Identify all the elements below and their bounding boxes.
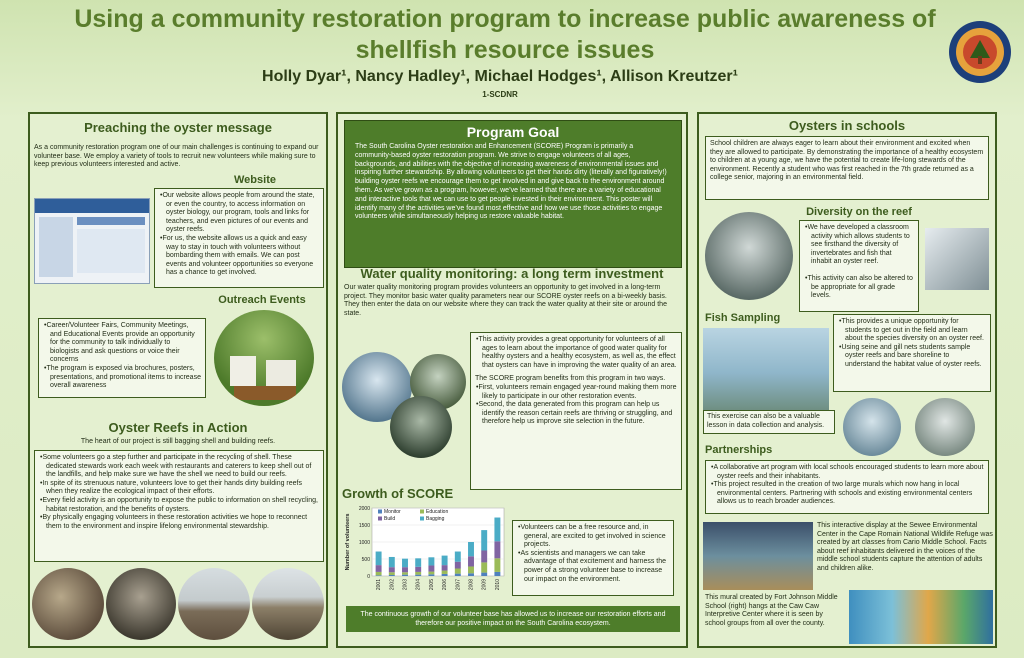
partnerships-bullets	[705, 460, 989, 514]
reef-photo-2	[106, 568, 176, 640]
legend-label: Education	[426, 509, 449, 515]
list-item: • Some volunteers go a step further and participate in the recycling of shell. These dedicated stewards work each week with restaurants and caterers to keep shell out of the landfills, and help make sure we have the shell we need to build our reefs.	[39, 454, 319, 480]
bar-education-2005	[428, 572, 434, 575]
reef-photo-4	[252, 568, 324, 640]
poster-header	[0, 0, 1024, 108]
microscope-photo	[925, 228, 989, 290]
classroom-photo	[705, 212, 793, 300]
website-bullets	[154, 188, 324, 288]
bar-monitor-2001	[376, 575, 382, 576]
bar-monitor-2009	[481, 573, 487, 576]
middle-column	[336, 112, 688, 648]
x-tick-label: 2008	[468, 579, 475, 591]
x-tick-label: 2005	[428, 579, 435, 591]
bar-build-2006	[442, 565, 448, 570]
y-axis-label: Number of volunteers	[345, 513, 351, 571]
bar-monitor-2003	[402, 575, 408, 576]
y-tick-label: 500	[361, 557, 370, 563]
x-tick-label: 2009	[481, 579, 488, 591]
legend-label: Build	[384, 516, 396, 522]
list-item: • In spite of its strenuous nature, volunteers love to get their hands dirty building reefs when they realize the ecological impact of their efforts.	[39, 480, 319, 497]
list-item: • Career/Volunteer Fairs, Community Meetings, and Educational Events provide an opportunity for the community to talk individually to biologists and ask questions or voice their concerns	[43, 322, 201, 365]
list-item: • For us, the website allows us a quick and easy way to stay in touch with volunteers without bombarding them with emails. We can post events and volunteer opportunities so everyone has a chance to get involved.	[159, 235, 319, 278]
list-item: • Every field activity is an opportunity to expose the public to information on shell recycling, habitat restoration, and the benefits of oysters.	[39, 497, 319, 514]
bar-bagging-2001	[376, 552, 382, 566]
bar-bagging-2006	[442, 556, 448, 566]
legend-swatch	[378, 517, 382, 521]
outreach-bullets	[38, 318, 206, 398]
bar-education-2007	[455, 569, 461, 574]
reefs-title: Oyster Reefs in Action	[108, 420, 248, 435]
poster-affiliation: 1-SCDNR	[482, 90, 518, 99]
bar-monitor-2010	[494, 572, 500, 576]
bar-education-2003	[402, 572, 408, 574]
preaching-title: Preaching the oyster message	[84, 120, 272, 135]
x-tick-label: 2007	[455, 579, 462, 591]
sewee-display-photo	[703, 522, 813, 590]
bar-monitor-2002	[389, 575, 395, 576]
fish-photo-3	[915, 398, 975, 456]
bar-build-2004	[415, 567, 421, 572]
legend-label: Monitor	[384, 509, 401, 515]
bar-build-2002	[389, 567, 395, 572]
diversity-title: Diversity on the reef	[806, 206, 912, 218]
list-item: • This activity provides a great opportunity for volunteers of all ages to learn about the importance of good water quality for healthy oysters and a healthy ecosystem, as well as, the effect that oysters can have in improving the water quality of an area.	[475, 336, 677, 370]
bar-build-2010	[494, 541, 500, 558]
growth-chart	[342, 502, 510, 598]
bar-education-2009	[481, 562, 487, 572]
x-tick-label: 2001	[376, 579, 383, 591]
water-quality-text: Our water quality monitoring program provides volunteers an opportunity to get involved in a long-term project. They monitor basic water quality parameters near our SCORE oyster reefs on a bi-weekly basis. They then enter the data on our website where they can track the water quality at their site or around the state.	[344, 284, 667, 317]
diversity-box	[799, 220, 919, 312]
list-item: • This project resulted in the creation of two large murals which now hang in local environmental centers. Partnering with schools and existing environmental centers allows us to reach broader audiences.	[710, 481, 984, 507]
list-item: • This activity can also be altered to be appropriate for all grade levels.	[804, 275, 914, 301]
y-tick-label: 2000	[358, 506, 370, 512]
bar-education-2004	[415, 572, 421, 575]
x-tick-label: 2006	[442, 579, 449, 591]
outreach-event-photo	[214, 310, 314, 406]
list-item: • This provides a unique opportunity for students to get out in the field and learn about the species diversity on an oyster reef.	[838, 318, 986, 344]
bar-monitor-2004	[415, 575, 421, 576]
list-item: • First, volunteers remain engaged year-round making them more likely to participate in our other restoration events.	[475, 384, 677, 401]
bar-monitor-2005	[428, 574, 434, 576]
legend-swatch	[378, 510, 382, 514]
fish-sampling-note: This exercise can also be a valuable lesson in data collection and analysis.	[703, 410, 835, 434]
growth-banner: The continuous growth of our volunteer base has allowed us to increase our restoration efforts and therefore our positive impact on the South Carolina ecosystem.	[346, 606, 680, 632]
bar-build-2007	[455, 562, 461, 569]
y-tick-label: 1500	[358, 523, 370, 529]
outreach-title: Outreach Events	[218, 294, 306, 306]
x-tick-label: 2003	[402, 579, 409, 591]
bar-monitor-2006	[442, 574, 448, 576]
bar-bagging-2007	[455, 552, 461, 562]
program-goal-text: The South Carolina Oyster restoration and Enhancement (SCORE) Program is primarily a community-based oyster restoration program. We strive to engage volunteers of all ages, backgrounds, and abilities with the objective of increasing awareness of environmental issues and inspiring further stewardship. By allowing volunteers to get their hands dirty (literally and figuratively!) building oyster reefs we encourage them to get involved in and give back to the environment around them. As we’ve grown as a program, however, we’ve learned that there are a variety of educational and interactive tools that we can use to get people invested in their environment. This poster will identify many of the activities we’ve found most effective and how we use those activities to engage volunteers while simultaneously helping us restore valuable habitat.	[355, 143, 667, 221]
list-item: • As scientists and managers we can take advantage of that excitement and harness the power of a strong volunteer base to increase our impact on the environment.	[517, 550, 669, 584]
bar-build-2008	[468, 556, 474, 566]
sewee-display-text: This interactive display at the Sewee Environmental Center in the Cape Romain National Wildlife Refuge was created by art classes from Cario Middle School. Facts about reef inhabitants delivered in the voices of the middle school students capture the attention of adults and children alike.	[817, 522, 993, 572]
bar-build-2003	[402, 567, 408, 572]
water-quality-title: Water quality monitoring: a long term investment	[360, 266, 664, 281]
reef-photo-3	[178, 568, 250, 640]
bar-build-2009	[481, 551, 487, 563]
water-benefits-intro: The SCORE program benefits from this program in two ways.	[475, 375, 666, 383]
mural-text: This mural created by Fort Johnson Middle School (right) hangs at the Caw Caw Interpretive Center where it is seen by school groups from all over the county.	[705, 594, 838, 627]
poster-authors: Holly Dyar¹, Nancy Hadley¹, Michael Hodges¹, Allison Kreutzer¹	[262, 68, 738, 85]
list-item: • We have developed a classroom activity which allows students to see firsthand the diversity of invertebrates and fish that inhabit an oyster reef.	[804, 224, 914, 267]
program-goal-box	[344, 120, 682, 268]
scdnr-seal-icon	[948, 20, 1012, 84]
schools-text: School children are always eager to learn about their environment and excited when they are allowed to participate. By demonstrating the importance of a healthy ecosystem to children at a young age, we have the potential to create life-long stewards of the environment. Recently a student who was first reached in the 7th grade returned as a college senior, majoring in an environmental field.	[705, 136, 989, 200]
x-tick-label: 2010	[494, 579, 501, 591]
bar-bagging-2009	[481, 530, 487, 550]
bar-education-2001	[376, 572, 382, 575]
legend-label: Bagging	[426, 516, 445, 522]
bar-build-2001	[376, 565, 382, 572]
reefs-bullets	[34, 450, 324, 562]
list-item: • A collaborative art program with local schools encouraged students to learn more about oyster reefs and their inhabitants.	[710, 464, 984, 481]
list-item: • Using seine and gill nets students sample oyster reefs and bare shoreline to understand the habitat value of oyster reefs.	[838, 344, 986, 370]
bar-build-2005	[428, 565, 434, 571]
preaching-text: As a community restoration program one of our main challenges is continuing to expand our volunteer base. We employ a variety of tools to recruit new volunteers while making sure to keep previous volunteers interested and active.	[34, 144, 319, 169]
list-item: • Volunteers can be a free resource and, in general, are excited to get involved in science projects.	[517, 524, 669, 550]
growth-title: Growth of SCORE	[342, 486, 454, 501]
fish-sampling-photo	[703, 328, 829, 410]
list-item: • By physically engaging volunteers in these restoration activities we hope to reconnect them to the environment and inspire lifelong environmental stewardship.	[39, 514, 319, 531]
list-item: • Second, the data generated from this program can help us identify the reason certain reefs are thriving or struggling, and therefore help us improve site selection in the future.	[475, 401, 677, 427]
bar-bagging-2010	[494, 518, 500, 542]
bar-bagging-2008	[468, 542, 474, 556]
poster-title: Using a community restoration program to increase public awareness of shellfish resource issues	[74, 5, 936, 64]
bar-bagging-2002	[389, 557, 395, 567]
fish-sampling-bullets	[833, 314, 991, 392]
website-screenshot	[34, 198, 150, 284]
reefs-subtitle: The heart of our project is still bagging shell and building reefs.	[80, 438, 276, 445]
bar-bagging-2005	[428, 557, 434, 565]
legend-swatch	[420, 510, 424, 514]
water-quality-bullets	[470, 332, 682, 490]
bar-education-2006	[442, 571, 448, 574]
left-column	[28, 112, 328, 648]
legend-swatch	[420, 517, 424, 521]
partnerships-title: Partnerships	[705, 444, 773, 456]
bar-education-2008	[468, 566, 474, 573]
x-tick-label: 2004	[415, 579, 422, 591]
fish-sampling-title: Fish Sampling	[705, 312, 781, 324]
schools-title: Oysters in schools	[788, 118, 906, 133]
growth-bullets	[512, 520, 674, 596]
reef-photo-1	[32, 568, 104, 640]
bar-monitor-2008	[468, 573, 474, 576]
program-goal-title: Program Goal	[466, 124, 560, 140]
x-tick-label: 2002	[389, 579, 396, 591]
right-column	[697, 112, 997, 648]
mural-photo	[849, 590, 993, 644]
bar-education-2010	[494, 558, 500, 572]
list-item: • The program is exposed via brochures, posters, presentations, and promotional items to increase overall awareness	[43, 365, 201, 391]
bar-bagging-2004	[415, 558, 421, 567]
fish-photo-2	[843, 398, 901, 456]
website-title: Website	[234, 174, 276, 186]
y-tick-label: 0	[367, 574, 370, 580]
water-photo-3	[390, 396, 452, 458]
y-tick-label: 1000	[358, 540, 370, 546]
bar-monitor-2007	[455, 574, 461, 576]
list-item: • Our website allows people from around the state, or even the country, to access information on oyster biology, our program, tools and links for teachers, and even pictures of our events and oyster reefs.	[159, 192, 319, 235]
bar-bagging-2003	[402, 559, 408, 568]
bar-education-2002	[389, 572, 395, 575]
